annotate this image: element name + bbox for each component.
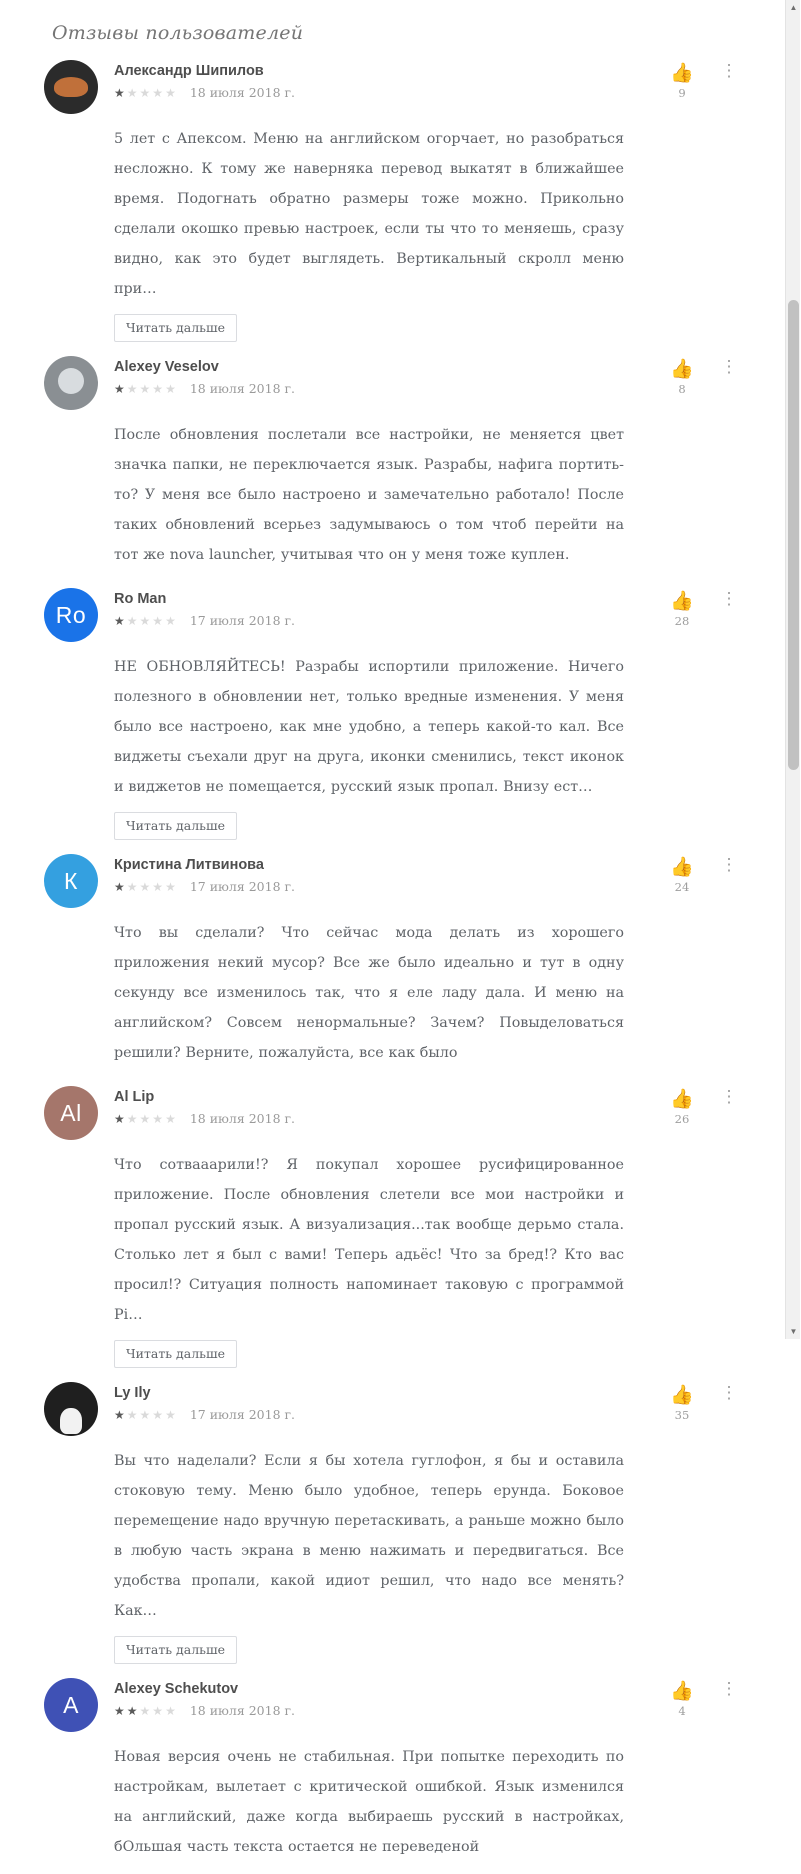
star-empty-icon: ★ <box>126 1407 138 1422</box>
star-empty-icon: ★ <box>165 1703 176 1718</box>
review-item <box>44 350 744 582</box>
review-author[interactable]: Александр Шипилов <box>114 63 264 79</box>
thumb-up-icon[interactable]: 👍 <box>670 591 694 612</box>
review-text: НЕ ОБНОВЛЯЙТЕСЬ! Разрабы испортили приложение. Ничего полезного в обновлении нет, только вредные изменения. У меня было все настроено, как мне удобно, а теперь какой-то кал. Все виджеты съехали друг на друга, иконки сменились, текст иконок и виджетов не помещается, русский язык пропал. Внизу ест… <box>114 659 624 795</box>
rating-row <box>114 879 650 894</box>
review-author[interactable]: Ro Man <box>114 591 167 607</box>
star-filled-icon: ★ <box>114 1111 125 1126</box>
star-empty-icon: ★ <box>165 381 176 396</box>
thumb-up-count: 9 <box>678 86 686 100</box>
rating-row <box>114 1703 650 1718</box>
overflow-menu-icon[interactable]: ⋮ <box>720 1383 738 1402</box>
star-empty-icon: ★ <box>165 1407 176 1422</box>
star-empty-icon: ★ <box>165 1111 176 1126</box>
thumb-up-count: 8 <box>678 382 686 396</box>
review-author[interactable]: Кристина Литвинова <box>114 857 264 873</box>
star-empty-icon: ★ <box>152 1703 164 1718</box>
avatar-initial: К <box>64 867 78 894</box>
star-empty-icon: ★ <box>152 85 164 100</box>
read-more-button[interactable]: Читать дальше <box>114 314 237 342</box>
review-item <box>44 582 744 848</box>
review-item <box>44 1376 744 1672</box>
rating-row <box>114 381 650 396</box>
star-empty-icon: ★ <box>126 613 138 628</box>
rating-stars <box>114 383 178 395</box>
star-empty-icon: ★ <box>139 613 151 628</box>
rating-stars <box>114 1409 178 1421</box>
review-date: 18 июля 2018 г. <box>189 85 296 100</box>
star-filled-icon: ★ <box>126 1703 138 1718</box>
review-header <box>44 356 744 410</box>
review-meta <box>114 588 650 628</box>
review-text: Новая версия очень не стабильная. При попытке переходить по настройкам, вылетает с критической ошибкой. Язык изменился на английский, даже когда выбираешь русский в настройках, бОльшая часть текста остается не переведеной <box>114 1749 624 1855</box>
review-text: 5 лет с Апексом. Меню на английском огорчает, но разобраться несложно. К тому же наверняка перевод выкатят в ближайшее время. Подогнать обратно размеры тоже можно. Прикольно сделали окошко превью настроек, если ты что то меняешь, сразу видно, как это будет выглядеть. Вертикальный скролл меню при… <box>114 131 624 297</box>
star-empty-icon: ★ <box>152 1111 164 1126</box>
rating-stars <box>114 881 178 893</box>
thumb-up-icon[interactable]: 👍 <box>670 857 694 878</box>
helpful-group[interactable] <box>650 1382 714 1422</box>
avatar-initial: A <box>63 1691 79 1718</box>
review-text: Что вы сделали? Что сейчас мода делать из хорошего приложения некий мусор? Все же было идеально и тут в одну секунду все изменилось так, что я еле ладу дала. И меню на английском? Совсем ненормальные? Зачем? Повыделоваться решили? Верните, пожалуйста, все как было <box>114 925 624 1061</box>
avatar <box>44 854 98 908</box>
thumb-up-count: 28 <box>674 614 690 628</box>
review-meta <box>114 854 650 894</box>
spacer <box>44 570 744 580</box>
avatar <box>44 588 98 642</box>
review-header <box>44 60 744 114</box>
review-date: 18 июля 2018 г. <box>189 381 296 396</box>
helpful-group[interactable] <box>650 854 714 894</box>
review-item <box>44 54 744 350</box>
star-empty-icon: ★ <box>126 85 138 100</box>
review-header <box>44 854 744 908</box>
thumb-up-count: 26 <box>674 1112 690 1126</box>
star-empty-icon: ★ <box>152 879 164 894</box>
review-date: 18 июля 2018 г. <box>189 1703 296 1718</box>
rating-stars <box>114 1113 178 1125</box>
review-meta <box>114 1086 650 1126</box>
rating-row <box>114 1111 650 1126</box>
star-empty-icon: ★ <box>126 879 138 894</box>
avatar <box>44 1086 98 1140</box>
review-item <box>44 1080 744 1376</box>
star-empty-icon: ★ <box>126 1111 138 1126</box>
helpful-group[interactable] <box>650 1678 714 1718</box>
review-text: Что сотвааарили!? Я покупал хорошее русифицированное приложение. После обновления слетели все мои настройки и пропал русский язык. А визуализация...так вообще дерьмо стала. Столько лет я был с вами! Теперь адьёс! Что за бред!? Кто вас просил!? Ситуация полность напоминает таковую с программой Pi… <box>114 1157 624 1323</box>
star-empty-icon: ★ <box>139 1111 151 1126</box>
star-empty-icon: ★ <box>165 879 176 894</box>
thumb-up-count: 4 <box>678 1704 686 1718</box>
rating-stars <box>114 87 178 99</box>
thumb-up-count: 35 <box>674 1408 690 1422</box>
review-meta <box>114 1678 650 1718</box>
scrollbar-thumb[interactable] <box>788 300 799 770</box>
scrollbar-up-arrow[interactable]: ▲ <box>789 3 798 12</box>
star-filled-icon: ★ <box>114 1703 125 1718</box>
thumb-up-icon[interactable]: 👍 <box>670 359 694 380</box>
review-author[interactable]: Alexey Veselov <box>114 359 219 375</box>
star-filled-icon: ★ <box>114 613 125 628</box>
review-date: 17 июля 2018 г. <box>189 613 296 628</box>
read-more-button[interactable]: Читать дальше <box>114 1636 237 1664</box>
avatar-initial: Al <box>60 1099 82 1126</box>
star-empty-icon: ★ <box>126 381 138 396</box>
overflow-menu-icon[interactable]: ⋮ <box>720 61 738 80</box>
helpful-group[interactable] <box>650 1086 714 1126</box>
star-empty-icon: ★ <box>139 1703 151 1718</box>
spacer <box>44 1862 744 1872</box>
review-meta <box>114 356 650 396</box>
review-header <box>44 588 744 642</box>
star-filled-icon: ★ <box>114 85 125 100</box>
star-empty-icon: ★ <box>165 613 176 628</box>
thumb-up-icon[interactable]: 👍 <box>670 63 694 84</box>
avatar <box>44 1678 98 1732</box>
star-empty-icon: ★ <box>152 381 164 396</box>
rating-row <box>114 85 650 100</box>
star-empty-icon: ★ <box>152 613 164 628</box>
star-empty-icon: ★ <box>139 879 151 894</box>
scrollbar-down-arrow[interactable]: ▼ <box>789 1327 798 1336</box>
overflow-menu-icon[interactable]: ⋮ <box>720 1679 738 1698</box>
review-meta <box>114 60 650 100</box>
review-header <box>44 1086 744 1140</box>
read-more-button[interactable]: Читать дальше <box>114 812 237 840</box>
review-date: 18 июля 2018 г. <box>189 1111 296 1126</box>
overflow-menu-icon[interactable]: ⋮ <box>720 589 738 608</box>
star-filled-icon: ★ <box>114 1407 125 1422</box>
rating-row <box>114 613 650 628</box>
avatar <box>44 356 98 410</box>
overflow-menu-icon[interactable]: ⋮ <box>720 855 738 874</box>
review-date: 17 июля 2018 г. <box>189 1407 296 1422</box>
review-author[interactable]: Al Lip <box>114 1089 155 1105</box>
review-text: Вы что наделали? Если я бы хотела гуглофон, я бы и оставила стоковую тему. Меню было удобное, теперь ерунда. Боковое перемещение надо вручную перетаскивать, а раньше можно было в любую часть экрана в меню нажимать и передвигаться. Все удобства пропали, какой идиот решил, что надо все менять? Как… <box>114 1453 624 1619</box>
review-header <box>44 1382 744 1436</box>
rating-stars <box>114 1705 178 1717</box>
reviews-list <box>44 54 744 1874</box>
avatar <box>44 60 98 114</box>
review-header <box>44 1678 744 1732</box>
star-empty-icon: ★ <box>139 1407 151 1422</box>
thumb-up-icon[interactable]: 👍 <box>670 1089 694 1110</box>
read-more-button[interactable]: Читать дальше <box>114 1340 237 1368</box>
thumb-up-icon[interactable]: 👍 <box>670 1681 694 1702</box>
avatar-initial: Ro <box>55 601 87 628</box>
star-empty-icon: ★ <box>139 85 151 100</box>
overflow-menu-icon[interactable]: ⋮ <box>720 357 738 376</box>
thumb-up-icon[interactable]: 👍 <box>670 1385 694 1406</box>
review-item <box>44 848 744 1080</box>
helpful-group[interactable] <box>650 588 714 628</box>
helpful-group[interactable] <box>650 60 714 100</box>
overflow-menu-icon[interactable]: ⋮ <box>720 1087 738 1106</box>
rating-row <box>114 1407 650 1422</box>
star-empty-icon: ★ <box>139 381 151 396</box>
review-item <box>44 1672 744 1874</box>
star-filled-icon: ★ <box>114 381 125 396</box>
rating-stars <box>114 615 178 627</box>
star-filled-icon: ★ <box>114 879 125 894</box>
star-empty-icon: ★ <box>165 85 176 100</box>
review-author[interactable]: Alexey Schekutov <box>114 1681 239 1697</box>
review-text: После обновления послетали все настройки, не меняется цвет значка папки, не переключается язык. Разрабы, нафига портить-то? У меня все было настроено и замечательно работало! После таких обновлений всерьез задумываюсь о том чтоб перейти на тот же nova launcher, учитывая что он у меня тоже куплен. <box>114 427 624 563</box>
star-empty-icon: ★ <box>152 1407 164 1422</box>
thumb-up-count: 24 <box>674 880 690 894</box>
helpful-group[interactable] <box>650 356 714 396</box>
review-date: 17 июля 2018 г. <box>189 879 296 894</box>
page-scrollbar[interactable] <box>785 0 800 1339</box>
section-title: Отзывы пользователей <box>52 22 304 44</box>
review-author[interactable]: Ly Ily <box>114 1385 151 1401</box>
spacer <box>44 1068 744 1078</box>
review-meta <box>114 1382 650 1422</box>
avatar <box>44 1382 98 1436</box>
